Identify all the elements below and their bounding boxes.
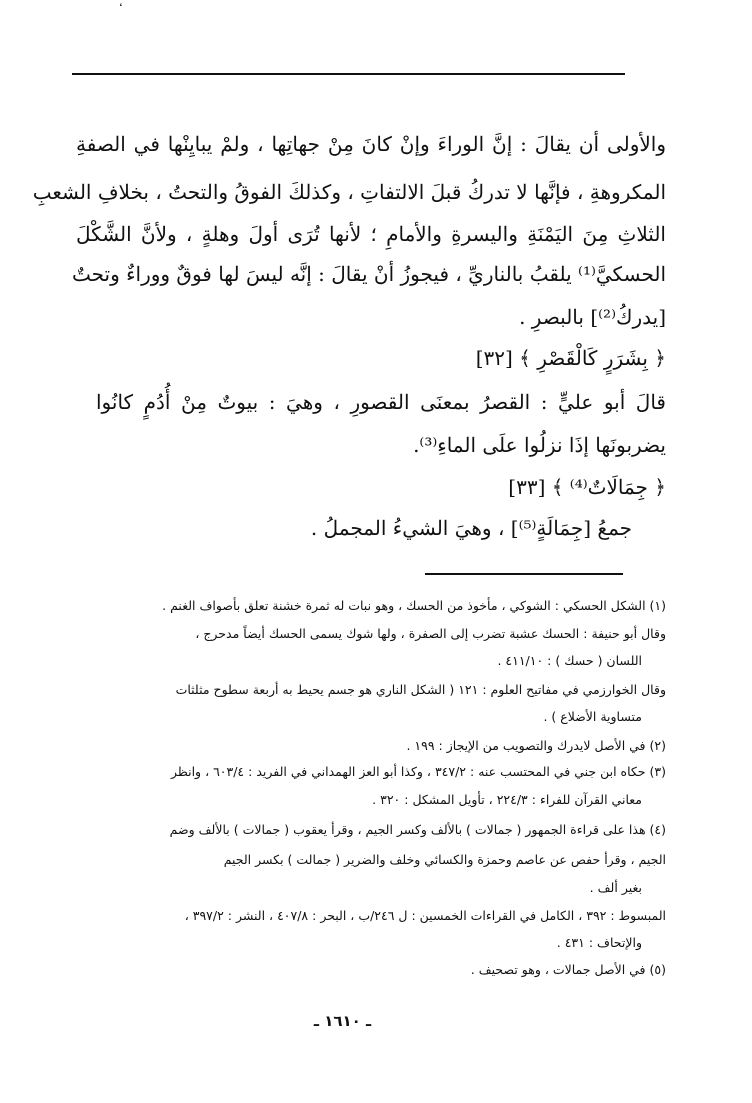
main-line-7: قالَ أبو عليٍّ : القصرُ بمعنَى القصورِ ، وهيَ : بيوتٌ مِنْ أُدُمٍ كانُوا <box>96 390 666 414</box>
footnote-line-1: (١) الشكل الحسكي : الشوكي ، مأخوذ من الحسك ، وهو نبات له ثمرة خشنة تعلق بأصواف الغنم . <box>162 598 666 613</box>
main-line-3: الثلاثِ مِنَ اليَمْنَةِ واليسرةِ والأمامِ ؛ لأنها تُرَى أولَ وهلةٍ ، ولأنَّ الشَّكْلَ <box>76 222 666 246</box>
main-line-8: يضربونَها إذَا نزلُوا علَى الماءِ⁽³⁾. <box>413 433 666 457</box>
footnote-line-2: وقال أبو حنيفة : الحسك عشبة تضرب إلى الصفرة ، ولها شوك يسمى الحسك أيضاً مدحرج ، <box>195 626 666 641</box>
footnote-line-8: معاني القرآن للفراء : ٢٢٤/٣ ، تأويل المشكل : ٣٢٠ . <box>372 792 642 807</box>
verse-heading-32: ﴿ بِشَرَرٍ كَالْقَصْرِ ﴾ [٣٢] <box>475 346 666 370</box>
main-line-2: المكروهةِ ، فإنَّها لا تدركُ قبلَ الالتفاتِ ، وكذلكَ الفوقُ والتحتُ ، بخلافِ الشعبِ <box>32 180 666 204</box>
main-line-10: جمعُ [جِمَالَةٍ⁽⁵⁾] ، وهيَ الشيءُ المجملُ . <box>310 516 632 540</box>
footnote-line-5: متساوية الأضلاع ) . <box>543 709 642 724</box>
footnote-line-9: (٤) هذا على قراءة الجمهور ( جمالات ) بالألف وكسر الجيم ، وقرأ يعقوب ( جمالات ) بالألف وضم <box>169 822 666 837</box>
footnote-line-6: (٢) في الأصل لايدرك والتصويب من الإيجاز : ١٩٩ . <box>406 738 666 753</box>
footnote-line-12: المبسوط : ٣٩٢ ، الكامل في القراءات الخمسين : ل ٢٤٦/ب ، البحر : ٤٠٧/٨ ، النشر : ٣٩٧/٢ ، <box>184 908 666 923</box>
footnote-line-11: بغير ألف . <box>589 880 642 895</box>
footnote-line-13: والإتحاف : ٤٣١ . <box>556 935 642 950</box>
verse-heading-33: ﴿ جِمَالَاتٌ⁽⁴⁾ ﴾ [٣٣] <box>508 475 666 499</box>
footnote-rule <box>425 573 623 575</box>
main-line-1: والأولى أن يقالَ : إنَّ الوراءَ وإنْ كانَ مِنْ جهاتِها ، ولمْ يبايِنْها في الصفةِ <box>76 132 666 156</box>
header-rule <box>72 73 625 75</box>
footnote-line-7: (٣) حكاه ابن جني في المحتسب عنه : ٣٤٧/٢ ، وكذا أبو العز الهمداني في الفريد : ٦٠٣/٤ ، وانظر <box>170 764 666 779</box>
footnote-line-4: وقال الخوارزمي في مفاتيح العلوم : ١٢١ ( الشكل الناري هو جسم يحيط به أربعة سطوح مثلثات <box>175 682 666 697</box>
main-line-5: [يدركُ⁽²⁾] بالبصرِ . <box>519 305 666 329</box>
footnote-line-3: اللسان ( حسك ) : ٤١١/١٠ . <box>497 653 642 668</box>
main-line-4: الحسكيَّ⁽¹⁾ يلقبُ بالناريِّ ، فيجوزُ أنْ يقالَ : إنَّه ليسَ لها فوقٌ ووراءٌ وتحتٌ <box>72 262 666 286</box>
footnote-line-10: الجيم ، وقرأ حفص عن عاصم وحمزة والكسائي وخلف والضرير ( جمالت ) بكسر الجيم <box>223 852 666 867</box>
page-number: ـ ١٦١٠ ـ <box>313 1012 372 1030</box>
footnote-line-14: (٥) في الأصل جمالات ، وهو تصحيف . <box>470 962 666 977</box>
